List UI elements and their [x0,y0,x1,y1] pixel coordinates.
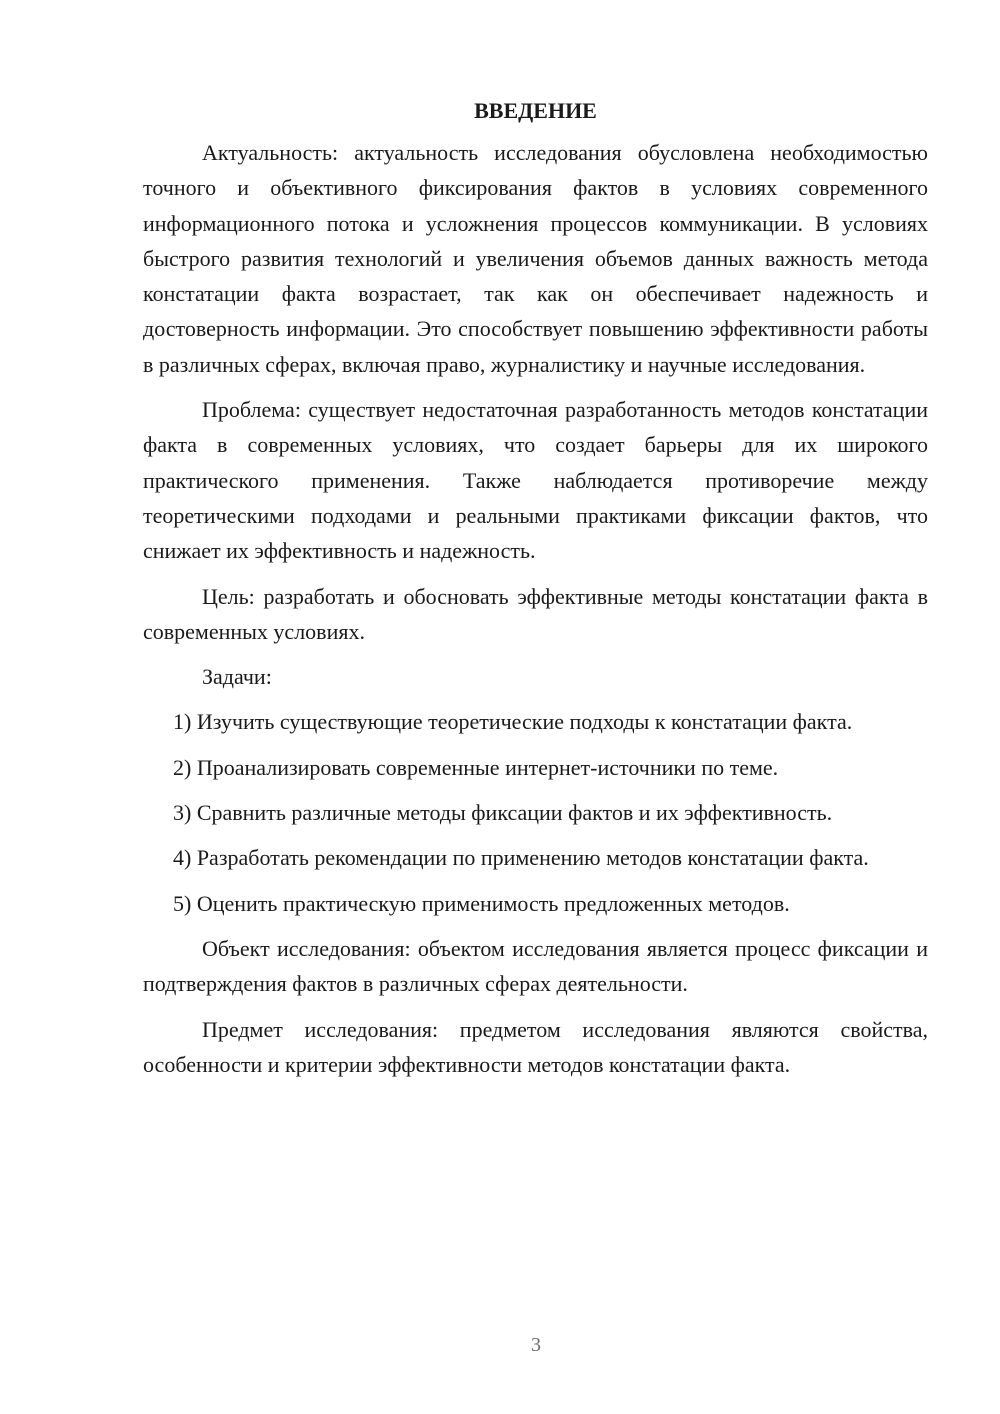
document-body [143,96,928,1082]
task-item: 3) Сравнить различные методы фиксации фактов и их эффективность. [173,800,833,826]
task-item: 2) Проанализировать современные интернет-источники по теме. [173,754,779,780]
goal-paragraph: Цель: разработать и обосновать эффективные методы констатации факта в современных условиях. [143,583,928,644]
section-title: ВВЕДЕНИЕ [474,98,597,123]
object-paragraph: Объект исследования: объектом исследования является процесс фиксации и подтверждения фактов в различных сферах деятельности. [143,935,928,997]
tasks-heading: Задачи: [202,664,272,690]
relevance-paragraph: Актуальность: актуальность исследования обусловлена необходимостью точного и объективного фиксирования фактов в условиях современного информационного потока и усложнения процессов коммуникации. В условиях быстрого развития технологий и увеличения объемов данных важность метода констатации факта возрастает, так как он обеспечивает надежность и достоверность информации. Это способствует повышению эффективности работы в различных сферах, включая право, журналистику и научные исследования. [143,140,928,377]
task-item: 4) Разработать рекомендации по применению методов констатации факта. [173,845,869,871]
subject-paragraph: Предмет исследования: предметом исследования являются свойства, особенности и критерии эффективности методов констатации факта. [143,1016,928,1077]
task-item: 5) Оценить практическую применимость предложенных методов. [173,890,790,916]
page-number: 3 [531,1334,541,1356]
task-item: 1) Изучить существующие теоретические подходы к констатации факта. [173,709,853,735]
problem-paragraph: Проблема: существует недостаточная разработанность методов констатации факта в современных условиях, что создает барьеры для их широкого практического применения. Также наблюдается противоречие между теоретическими подходами и реальными практиками фиксации фактов, что снижает их эффективность и надежность. [143,397,928,564]
